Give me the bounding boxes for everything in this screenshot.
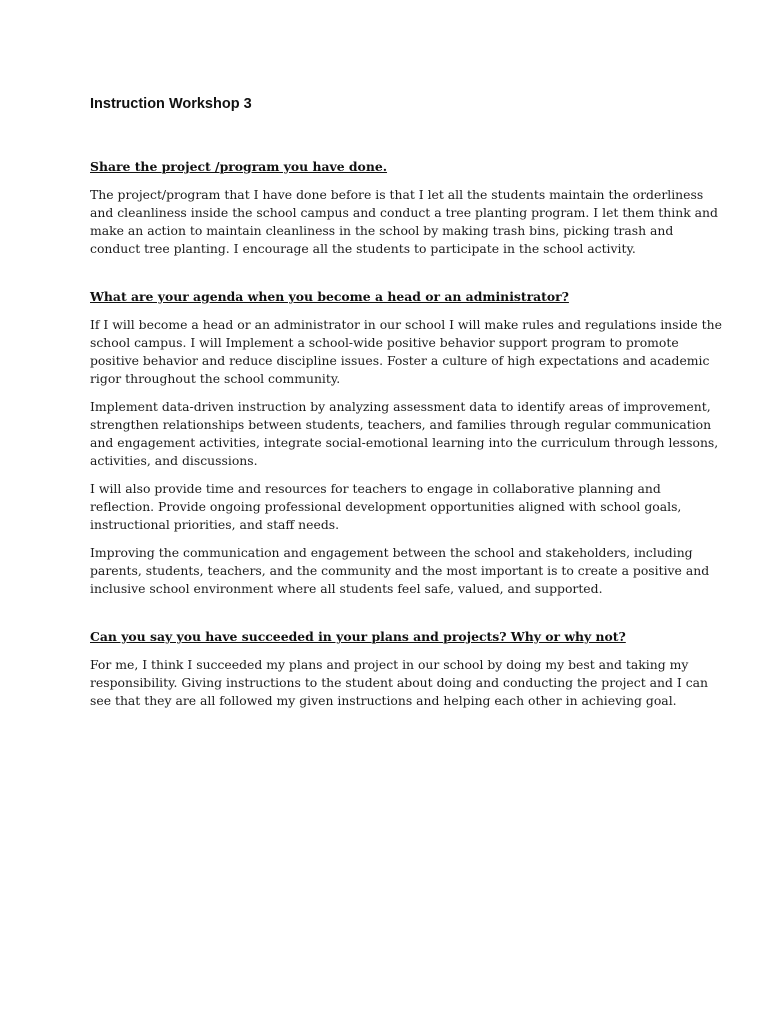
section-project [90, 158, 718, 258]
paragraph-line: Improving the communication and engagement between the school and stakeholders, including [90, 545, 693, 560]
document-title: Instruction Workshop 3 [90, 96, 252, 112]
paragraph-line: responsibility. Giving instructions to the student about doing and conducting the project and I can [90, 675, 708, 690]
paragraph [90, 186, 718, 258]
paragraph [90, 656, 708, 710]
paragraph [90, 544, 710, 598]
paragraph-line: For me, I think I succeeded my plans and project in our school by doing my best and taking my [90, 657, 689, 672]
paragraph-line: inclusive school environment where all students feel safe, valued, and supported. [90, 581, 603, 596]
section-success [90, 628, 708, 710]
paragraph [90, 316, 722, 388]
paragraph [90, 398, 719, 470]
paragraph-line: school campus. I will Implement a school-wide positive behavior support program to promote [90, 335, 679, 350]
paragraph-line: rigor throughout the school community. [90, 371, 341, 386]
paragraph-line: and cleanliness inside the school campus and conduct a tree planting program. I let them think and [90, 205, 718, 220]
section-agenda [90, 288, 722, 598]
section-question: Can you say you have succeeded in your plans and projects? Why or why not? [90, 629, 626, 644]
paragraph-line: Implement data-driven instruction by analyzing assessment data to identify areas of improvement, [90, 399, 711, 414]
paragraph-line: and engagement activities, integrate social-emotional learning into the curriculum through lessons, [90, 435, 719, 450]
paragraph-line: I will also provide time and resources for teachers to engage in collaborative planning and [90, 481, 661, 496]
section-question: Share the project /program you have done. [90, 159, 388, 174]
paragraph-line: parents, students, teachers, and the community and the most important is to create a positive and [90, 563, 710, 578]
document-body [90, 94, 722, 720]
paragraph-line: positive behavior and reduce discipline issues. Foster a culture of high expectations and academic [90, 353, 710, 368]
paragraph-line: make an action to maintain cleanliness in the school by making trash bins, picking trash and [90, 223, 674, 238]
paragraph-line: reflection. Provide ongoing professional development opportunities aligned with school goals, [90, 499, 682, 514]
paragraph [90, 480, 680, 534]
paragraph-line: conduct tree planting. I encourage all the students to participate in the school activity. [90, 241, 636, 256]
section-question: What are your agenda when you become a head or an administrator? [90, 289, 569, 304]
paragraph-line: If I will become a head or an administrator in our school I will make rules and regulations inside the [90, 317, 722, 332]
paragraph-line: The project/program that I have done before is that I let all the students maintain the orderliness [90, 187, 704, 202]
paragraph-line: see that they are all followed my given instructions and helping each other in achieving goal. [90, 693, 677, 708]
paragraph-line: instructional priorities, and staff needs. [90, 517, 340, 532]
paragraph-line: strengthen relationships between students, teachers, and families through regular communication [90, 417, 712, 432]
paragraph-line: activities, and discussions. [90, 453, 258, 468]
